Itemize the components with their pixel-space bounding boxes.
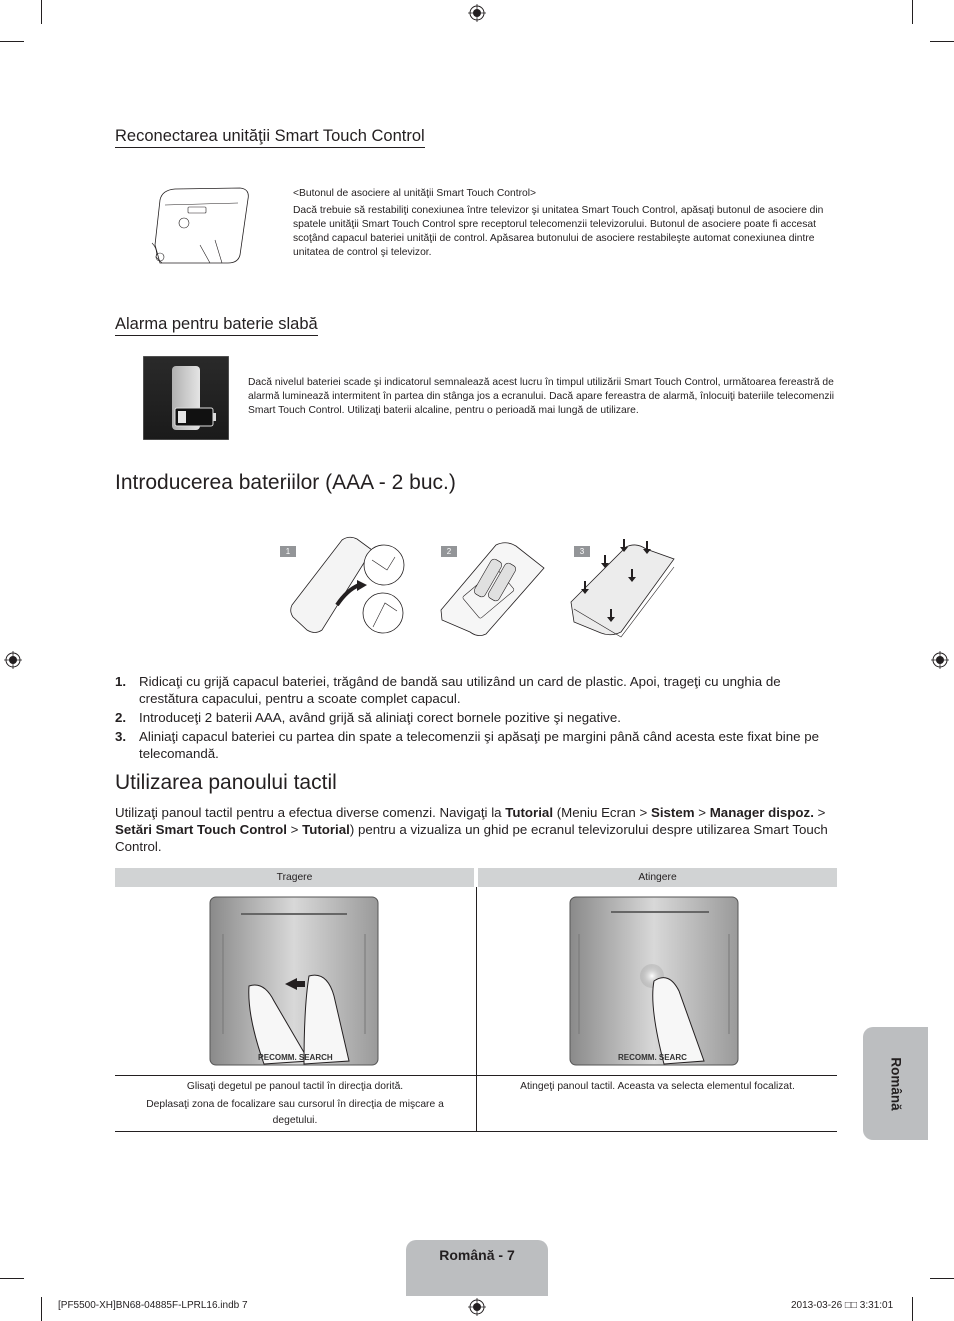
crop-mark: [0, 1278, 24, 1279]
reconnect-heading: Reconectarea unităţii Smart Touch Control: [115, 127, 425, 148]
battery-cover-removal-illustration: [287, 535, 412, 637]
battery-alarm-heading: Alarma pentru baterie slabă: [115, 315, 318, 336]
figure-number: 1: [280, 546, 296, 557]
pad-label: RECOMM. SEARC: [618, 1053, 687, 1062]
step-text: Aliniaţi capacul bateriei cu partea din spate a telecomenzii şi apăsaţi pe margini până când acesta este fixat bine pe telecomandă.: [139, 729, 820, 761]
batteries-heading: Introducerea bateriilor (AAA - 2 buc.): [115, 471, 456, 494]
touchpad-heading: Utilizarea panoului tactil: [115, 771, 337, 794]
registration-mark-icon: [468, 1298, 486, 1316]
registration-mark-icon: [468, 4, 486, 22]
registration-mark-icon: [4, 651, 22, 669]
battery-cover-attach-illustration: [566, 537, 678, 639]
footer-file: [PF5500-XH]BN68-04885F-LPRL16.indb 7: [58, 1300, 248, 1311]
figure-number: 3: [574, 546, 590, 557]
battery-steps-list: [115, 673, 837, 764]
table-header-tap: Atingere: [478, 868, 837, 887]
pairing-button-caption: <Butonul de asociere al unităţii Smart Touch Control>: [293, 188, 537, 199]
pad-label: RECOMM. SEARCH: [258, 1053, 333, 1062]
remote-pairing-illustration: [150, 185, 258, 265]
figure-number: 2: [441, 546, 457, 557]
battery-insertion-illustration: [436, 540, 548, 638]
drag-caption: Glisaţi degetul pe panoul tactil în direcţia dorită. Deplasaţi zona de focalizare sau cursorul în direcţia de mişcare a degetului.: [146, 1081, 444, 1126]
battery-alarm-text: Dacă nivelul bateriei scade şi indicatorul semnalează acest lucru în timpul utilizării Smart Touch Control, următoarea fereastră de alarmă luminează intermitent în partea din stânga jos a ecranului. Dacă apare fereastra de alarmă, înlocuiţi bateriile telecomenzii Smart Touch Control. Utilizaţi baterii alcaline, pentru o perioadă mai lungă de utilizare.: [248, 377, 835, 416]
step-text: Introduceţi 2 baterii AAA, având grijă să aliniaţi corect bornele pozitive şi negative.: [139, 710, 621, 725]
crop-mark: [912, 0, 913, 24]
table-header-drag: Tragere: [115, 868, 474, 887]
crop-mark: [41, 0, 42, 24]
table-divider: [476, 887, 477, 1132]
crop-mark: [0, 41, 24, 42]
tap-caption: Atingeţi panoul tactil. Aceasta va selecta elementul focalizat.: [520, 1081, 795, 1092]
low-battery-alarm-image: [143, 356, 229, 440]
page-number: Română - 7: [406, 1240, 548, 1296]
touchpad-tap-illustration: [569, 896, 739, 1066]
footer-date: 2013-03-26 □□ 3:31:01: [791, 1300, 894, 1311]
touchpad-drag-illustration: [209, 896, 379, 1066]
reconnect-text: Dacă trebuie să restabiliţi conexiunea între televizor şi unitatea Smart Touch Control, apăsaţi butonul de asociere din spatele unităţii Smart Touch Control spre receptorul telecomenzii televizorului. Butonul de asociere poate fi accesat scoţând capacul bateriei unităţii de control. Apăsarea butonului de asociere restabileşte automat conexiunea dintre unitatea de control şi televizor.: [293, 205, 824, 258]
crop-mark: [930, 41, 954, 42]
step-number: 1.: [115, 674, 127, 689]
step-text: Ridicaţi cu grijă capacul bateriei, trăgând de bandă sau utilizând un card de plastic. Apoi, trageţi cu unghia de crestătura capacului, pentru a scoate complet capacul.: [139, 674, 781, 706]
table-divider: [115, 1075, 837, 1076]
language-side-tab: Română: [863, 1027, 928, 1140]
crop-mark: [930, 1278, 954, 1279]
table-divider: [115, 1131, 837, 1132]
touchpad-intro: Utilizaţi panoul tactil pentru a efectua diverse comenzi. Navigaţi la Tutorial (Meniu Ecran > Sistem > Manager dispoz. > Setări Smart Touch Control > Tutorial) pentru a vizualiza un ghid pe ecranul televizorului despre utilizarea Smart Touch Control.: [115, 805, 828, 854]
crop-mark: [912, 1297, 913, 1321]
crop-mark: [41, 1297, 42, 1321]
list-item: [115, 673, 837, 707]
registration-mark-icon: [931, 651, 949, 669]
list-item: [115, 709, 837, 726]
step-number: 2.: [115, 710, 127, 725]
step-number: 3.: [115, 729, 127, 744]
list-item: [115, 728, 837, 762]
